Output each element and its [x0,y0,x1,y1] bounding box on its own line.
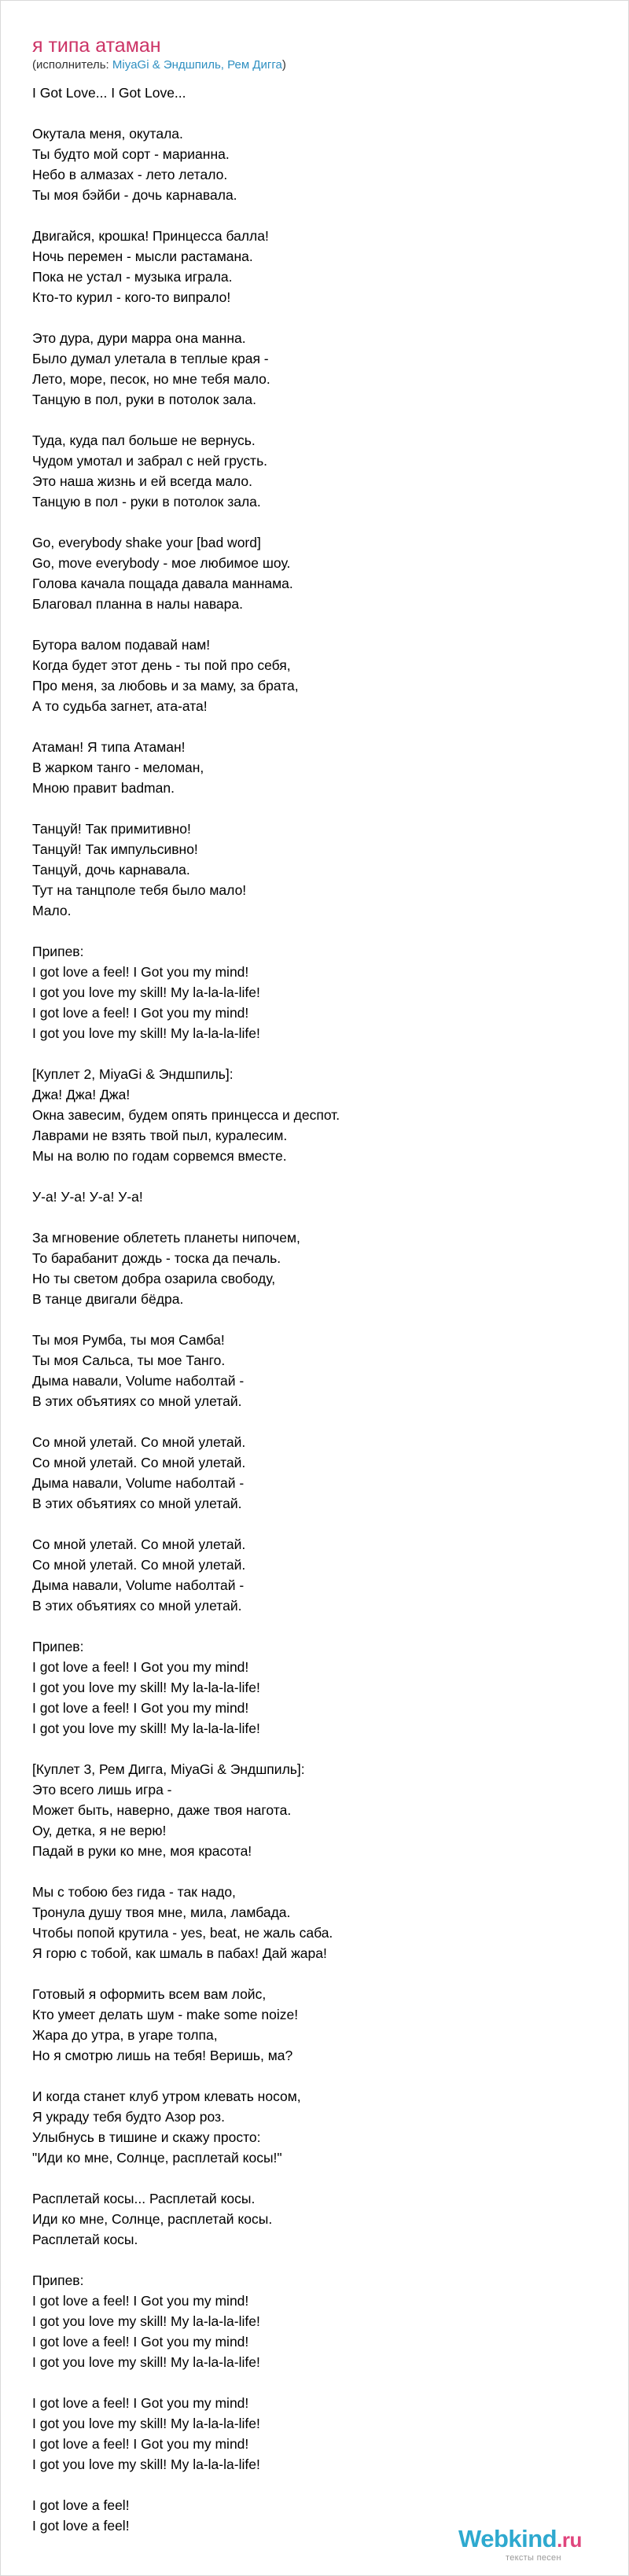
lyric-line: Готовый я оформить всем вам лойс, [32,1986,267,2002]
lyric-blank-line [32,512,583,532]
lyric-blank-line [32,1739,583,1759]
lyric-blank-line [32,2372,583,2393]
lyric-line: Благовал планна в налы навара. [32,596,243,612]
lyric-line: Ты моя бэйби - дочь карнавала. [32,187,237,203]
lyric-line: Я украду тебя будто Азор роз. [32,2109,225,2125]
logo-word-webkind: Webkind [458,2525,557,2552]
lyric-blank-line [32,103,583,123]
lyric-line: Танцуй! Так примитивно! [32,821,191,837]
lyric-line: Голова качала пощада давала маннама. [32,576,293,591]
lyric-line: I got you love my skill! My la-la-la-life! [32,2313,260,2329]
lyric-blank-line [32,1514,583,1534]
lyric-line: Go, everybody shake your [bad word] [32,535,261,550]
lyric-line: [Куплет 2, MiyaGi & Эндшпиль]: [32,1066,234,1082]
lyric-line: Ночь перемен - мысли растамана. [32,248,253,264]
lyric-line: Танцуй! Так импульсивно! [32,841,198,857]
artist-link[interactable]: MiyaGi & Эндшпиль, Рем Дигга [112,58,282,72]
lyric-line: Может быть, наверно, даже твоя нагота. [32,1802,292,1818]
lyric-line: Оу, детка, я не верю! [32,1823,167,1838]
lyric-line: Я горю с тобой, как шмаль в пабах! Дай жара! [32,1945,327,1961]
lyric-line: [Куплет 3, Рем Дигга, MiyaGi & Эндшпиль]: [32,1761,305,1777]
lyric-line: Мы с тобою без гида - так надо, [32,1884,236,1900]
lyric-line: И когда станет клуб утром клевать носом, [32,2088,301,2104]
lyric-line: I Got Love... I Got Love... [32,85,186,101]
lyric-line: Ты моя Сальса, ты мое Танго. [32,1352,226,1368]
lyric-line: Когда будет этот день - ты пой про себя, [32,657,291,673]
lyric-line: Ты будто мой сорт - марианна. [32,146,230,162]
lyric-line: В этих объятиях со мной улетай. [32,1598,242,1614]
artist-prefix: (исполнитель: [32,58,112,72]
lyric-line: В этих объятиях со мной улетай. [32,1496,242,1511]
lyric-line: I got love a feel! I Got you my mind! [32,2293,249,2309]
lyric-line: Джа! Джа! Джа! [32,1087,131,1102]
lyric-line: Припев: [32,944,84,959]
lyric-line: I got love a feel! I Got you my mind! [32,1005,249,1021]
lyric-line: I got love a feel! I Got you my mind! [32,2436,249,2452]
lyric-line: В этих объятиях со мной улетай. [32,1393,242,1409]
lyric-line: В танце двигали бёдра. [32,1291,184,1307]
song-title: я типа атаман [32,35,161,57]
lyric-blank-line [32,921,583,941]
lyric-line: Падай в руки ко мне, моя красота! [32,1843,252,1859]
lyrics-body [32,83,583,2536]
lyric-line: I got you love my skill! My la-la-la-life! [32,2416,260,2431]
lyric-blank-line [32,205,583,226]
lyric-line: У-а! У-а! У-а! У-а! [32,1189,143,1205]
logo-word-ru: .ru [557,2528,582,2552]
lyric-line: Это наша жизнь и ей всегда мало. [32,473,252,489]
lyric-line: Окна завесим, будем опять принцесса и деспот. [32,1107,340,1123]
lyric-blank-line [32,1309,583,1330]
lyric-line: Улыбнусь в тишине и скажу просто: [32,2129,261,2145]
lyric-line: Жара до утра, в угаре толпа, [32,2027,218,2043]
lyric-line: Тронула душу твоя мне, мила, ламбада. [32,1904,291,1920]
lyric-line: I got love a feel! [32,2518,130,2534]
lyric-line: Атаман! Я типа Атаман! [32,739,186,755]
lyric-line: Расплетай косы... Расплетай косы. [32,2191,256,2206]
lyric-line: Танцую в пол, руки в потолок зала. [32,392,256,407]
lyric-line: Кто умеет делать шум - make some noize! [32,2007,299,2022]
lyric-line: I got you love my skill! My la-la-la-life! [32,2456,260,2472]
logo-wordmark [458,2523,582,2556]
lyric-line: I got love a feel! I Got you my mind! [32,2395,249,2411]
lyric-blank-line [32,798,583,819]
lyric-blank-line [32,1861,583,1882]
lyric-line: Тут на танцполе тебя было мало! [32,882,247,898]
lyric-blank-line [32,614,583,635]
lyric-blank-line [32,2475,583,2495]
lyric-line: Танцуй, дочь карнавала. [32,862,190,878]
lyric-blank-line [32,410,583,430]
lyric-blank-line [32,1166,583,1187]
lyric-line: Но ты светом добра озарила свободу, [32,1271,276,1286]
lyric-line: I got love a feel! I Got you my mind! [32,1659,249,1675]
lyric-line: Танцую в пол - руки в потолок зала. [32,494,261,510]
lyric-blank-line [32,1411,583,1432]
lyric-line: I got you love my skill! My la-la-la-life! [32,1720,260,1736]
lyric-blank-line [32,2066,583,2086]
lyric-line: Ты моя Румба, ты моя Самба! [32,1332,225,1348]
lyric-line: Чудом умотал и забрал с ней грусть. [32,453,268,469]
lyric-line: Go, move everybody - мое любимое шоу. [32,555,291,571]
lyric-line: Небо в алмазах - лето летало. [32,167,228,182]
lyric-line: Туда, куда пал больше не вернусь. [32,432,256,448]
lyric-line: I got you love my skill! My la-la-la-life! [32,1680,260,1695]
lyric-line: Мы на волю по годам сорвемся вместе. [32,1148,287,1164]
lyric-blank-line [32,2250,583,2270]
lyric-line: Пока не устал - музыка играла. [32,269,233,285]
lyric-blank-line [32,1616,583,1636]
lyric-line: Дыма навали, Volume наболтай - [32,1475,245,1491]
lyric-line: Со мной улетай. Со мной улетай. [32,1455,246,1470]
lyric-line: I got you love my skill! My la-la-la-life! [32,2354,260,2370]
lyric-blank-line [32,1043,583,1064]
lyric-line: Иди ко мне, Солнце, расплетай косы. [32,2211,273,2227]
lyric-line: Со мной улетай. Со мной улетай. [32,1536,246,1552]
lyric-line: I got love a feel! [32,2497,130,2513]
lyric-line: Кто-то курил - кого-то випрало! [32,289,231,305]
lyric-line: I got love a feel! I Got you my mind! [32,2334,249,2350]
lyric-line: Со мной улетай. Со мной улетай. [32,1434,246,1450]
lyric-line: Было думал улетала в теплые края - [32,351,269,366]
lyric-line: Лаврами не взять твой пыл, куралесим. [32,1128,288,1143]
lyric-line: Чтобы попой крутила - yes, beat, не жаль саба. [32,1925,333,1941]
lyric-line: Про меня, за любовь и за маму, за брата, [32,678,299,694]
lyric-line: Припев: [32,2272,84,2288]
lyric-blank-line [32,1963,583,1984]
lyric-line: Это дура, дури марра она манна. [32,330,246,346]
lyric-line: Лето, море, песок, но мне тебя мало. [32,371,270,387]
lyric-line: Со мной улетай. Со мной улетай. [32,1557,246,1573]
artist-line [32,57,286,73]
lyric-blank-line [32,307,583,328]
lyric-line: I got love a feel! I Got you my mind! [32,964,249,980]
lyric-blank-line [32,1207,583,1227]
lyric-line: I got you love my skill! My la-la-la-life! [32,984,260,1000]
lyric-line: За мгновение облететь планеты нипочем, [32,1230,300,1246]
lyric-line: В жарком танго - меломан, [32,760,204,775]
lyric-line: Мало. [32,903,72,918]
lyric-line: То барабанит дождь - тоска да печаль. [32,1250,281,1266]
lyric-line: I got love a feel! I Got you my mind! [32,1700,249,1716]
lyric-line: Припев: [32,1639,84,1654]
lyric-line: Мною правит badman. [32,780,175,796]
lyric-line: I got you love my skill! My la-la-la-life! [32,1025,260,1041]
lyric-line: Дыма навали, Volume наболтай - [32,1577,245,1593]
lyric-blank-line [32,2168,583,2188]
lyric-line: Бутора валом подавай нам! [32,637,211,653]
logo-tagline: тексты песен [506,2553,561,2563]
webkind-logo[interactable] [458,2523,623,2570]
lyric-line: Расплетай косы. [32,2232,138,2247]
lyric-line: А то судьба загнет, ата-ата! [32,698,208,714]
artist-suffix: ) [281,58,286,72]
lyric-line: Дыма навали, Volume наболтай - [32,1373,245,1389]
lyric-line: Это всего лишь игра - [32,1782,172,1798]
lyric-blank-line [32,716,583,737]
lyric-line: Но я смотрю лишь на тебя! Веришь, ма? [32,2048,293,2063]
lyric-line: "Иди ко мне, Солнце, расплетай косы!" [32,2150,282,2166]
lyric-line: Двигайся, крошка! Принцесса балла! [32,228,269,244]
lyric-line: Окутала меня, окутала. [32,126,183,142]
